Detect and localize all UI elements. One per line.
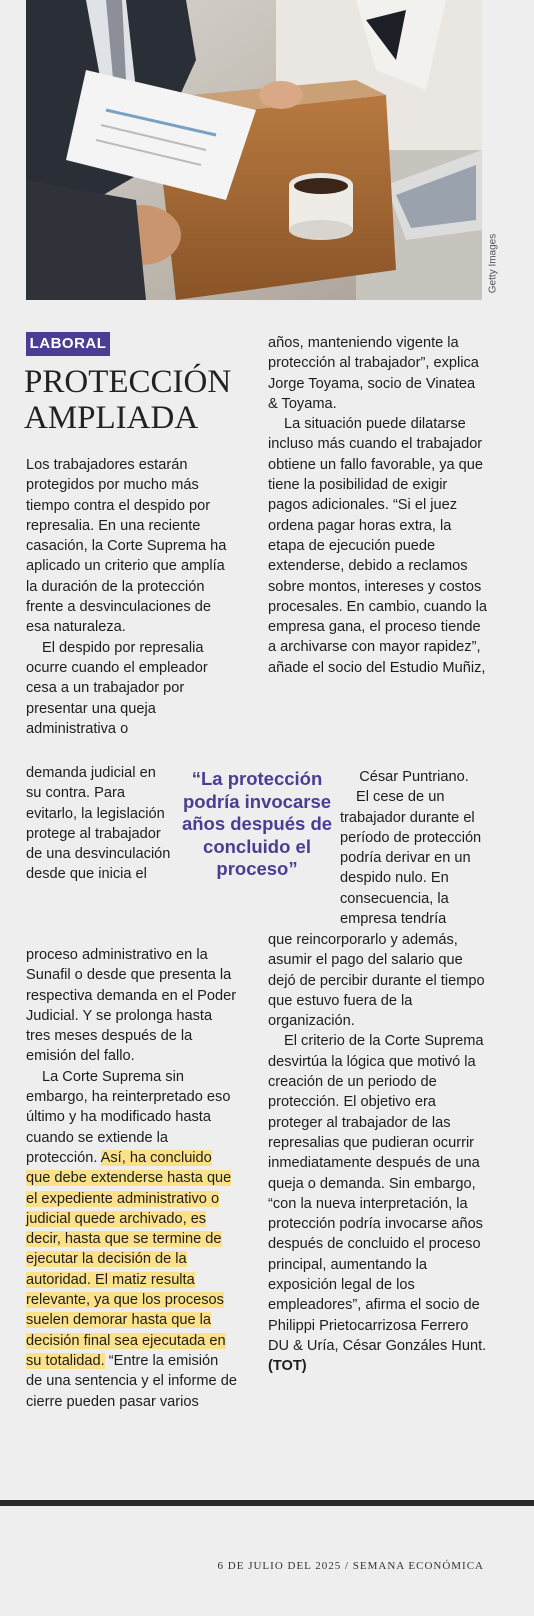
section-tag: LABORAL	[26, 332, 110, 356]
paragraph-4-name: César Puntriano.	[359, 769, 469, 785]
paragraph-5-start: El cese de un trabajador durante el período de protección podría derivar en un despido nulo. En consecuencia, la empresa tendría	[340, 789, 482, 928]
column-left-bottom	[26, 945, 238, 1412]
column-right-top	[268, 333, 488, 678]
page-footer: 6 DE JULIO DEL 2025 / SEMANA ECONÓMICA	[217, 1560, 484, 1572]
photo-credit: Getty Images	[487, 233, 499, 294]
highlighted-text: Así, ha concluido que debe extenderse hasta que el expediente administrativo o judicial quede archivado, es decir, hasta que se termine de ejecutar la decisión de la autoridad. El matiz resulta relevante, ya que los procesos suelen demorar hasta que la decisión final sea ejecutada en su totalidad.	[26, 1149, 232, 1369]
column-right-narrow	[340, 767, 488, 929]
paragraph-lead: Los trabajadores estarán protegidos por mucho más tiempo contra el despido por represalia. En una reciente casación, la Corte Suprema ha aplicado un criterio que amplía la duración de la protección frente a desvinculaciones de esa naturaleza.	[26, 457, 227, 636]
article-headline: PROTECCIÓN AMPLIADA	[24, 364, 232, 436]
paragraph-3	[26, 1067, 238, 1412]
paragraph-3-plain: La Corte Suprema sin embargo, ha reinterpretado eso último y ha modificado hasta cuando se extiende la protección.	[26, 1068, 231, 1166]
office-box-photo-illustration	[26, 0, 482, 300]
paragraph-6-text: El criterio de la Corte Suprema desvirtúa la lógica que motivó la creación de un periodo de protección. El objetivo era proteger al trabajador de las represalias que pudieran ocurrir inmediatamente después de una queja o demanda. Sin embargo, “con la nueva interpretación, la protección podría invocarse años después de concluido el proceso principal, aumentando la exposición legal de los empleadores”, afirma el socio de Philippi Prietocarrizosa Ferrero DU & Uría, César Gonzáles Hunt.	[268, 1033, 487, 1354]
paragraph-2-mid: demanda judicial en su contra. Para evitarlo, la legislación protege al trabajador de una desvinculación desde que inicia el	[26, 765, 171, 883]
footer-rule	[0, 1500, 534, 1506]
column-left-top	[26, 455, 238, 739]
paragraph-3-continued: años, manteniendo vigente la protección al trabajador”, explica Jorge Toyama, socio de Vinatea & Toyama.	[268, 335, 479, 412]
paragraph-6	[268, 1031, 488, 1376]
paragraph-5-end: que reincorporarlo y además, asumir el pago del salario que dejó de percibir durante el tiempo que estuvo fuera de la organización.	[268, 932, 485, 1030]
paragraph-2-end: proceso administrativo en la Sunafil o desde que presenta la respectiva demanda en el Poder Judicial. Y se prolonga hasta tres meses después de la emisión del fallo.	[26, 947, 237, 1065]
paragraph-3-tail: “Entre la emisión de una sentencia y el informe de cierre pueden pasar varios	[26, 1352, 237, 1410]
pull-quote: “La protección podría invocarse años después de concluido el proceso”	[181, 768, 333, 880]
article-photo	[26, 0, 482, 300]
author-signature: (TOT)	[268, 1358, 307, 1375]
paragraph-4: La situación puede dilatarse incluso más cuando el trabajador obtiene un fallo favorable, ya que tiene la posibilidad de exigir pagos adicionales. “Si el juez ordena pagar horas extra, la etapa de ejecución puede extenderse, debido a reclamos sobre montos, intereses y costos procesales. En cambio, cuando la empresa gana, el proceso tiende a archivarse con mayor rapidez”, añade el socio del Estudio Muñiz,	[268, 416, 488, 676]
column-right-bottom	[268, 930, 488, 1377]
paragraph-2-start: El despido por represalia ocurre cuando el empleador cesa a un trabajador por presentar una queja administrativa o	[26, 639, 208, 737]
column-left-narrow	[26, 763, 174, 885]
